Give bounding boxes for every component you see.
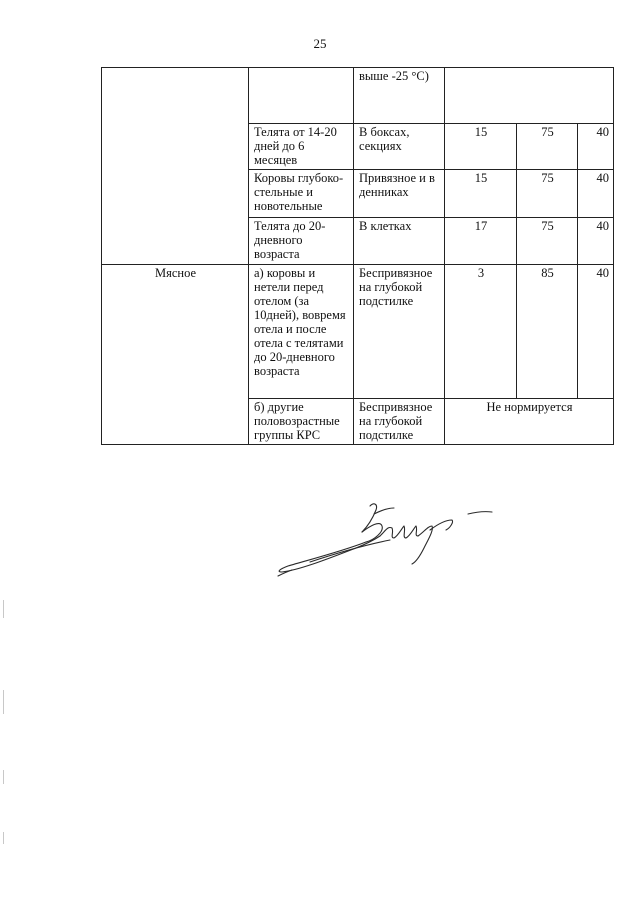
page-number: 25 <box>313 36 327 51</box>
value-cell: 75 <box>517 170 578 218</box>
value-cell: 15 <box>445 124 517 170</box>
value-cell: 17 <box>445 218 517 265</box>
housing-cell: Привязное и в денниках <box>354 170 445 218</box>
scan-edge-mark <box>3 600 4 618</box>
not-normalized-cell: Не нормируется <box>445 399 614 445</box>
value-cell: 40 <box>578 124 614 170</box>
housing-cell: В клетках <box>354 218 445 265</box>
table-row <box>102 68 614 124</box>
value-cell: 75 <box>517 124 578 170</box>
scan-edge-mark <box>3 690 4 714</box>
category-cell: Мясное <box>102 265 249 445</box>
group-cell <box>249 68 354 124</box>
group-cell: а) коровы и нетели перед отелом (за 10дней), вовремя отела и после отела с телятами до 20-дневного возраста <box>249 265 354 399</box>
signature <box>270 500 515 580</box>
value-cell: 75 <box>517 218 578 265</box>
value-cell: 3 <box>445 265 517 399</box>
housing-cell: Беспривязное на глубокой подстилке <box>354 265 445 399</box>
category-cell <box>102 68 249 265</box>
housing-cell: Беспривязное на глубокой подстилке <box>354 399 445 445</box>
housing-cell: выше -25 °С) <box>354 68 445 124</box>
group-cell: Коровы глубоко-стельные и новотельные <box>249 170 354 218</box>
value-cell <box>445 68 614 124</box>
scan-edge-mark <box>3 832 4 844</box>
value-cell: 40 <box>578 218 614 265</box>
group-cell: б) другие половозрастные группы КРС <box>249 399 354 445</box>
group-cell: Телята до 20-дневного возраста <box>249 218 354 265</box>
housing-cell: В боксах, секциях <box>354 124 445 170</box>
value-cell: 40 <box>578 265 614 399</box>
table-row <box>102 265 614 399</box>
value-cell: 15 <box>445 170 517 218</box>
value-cell: 40 <box>578 170 614 218</box>
scan-edge-mark <box>3 770 4 784</box>
norms-table <box>101 67 614 445</box>
value-cell: 85 <box>517 265 578 399</box>
group-cell: Телята от 14-20 дней до 6 месяцев <box>249 124 354 170</box>
